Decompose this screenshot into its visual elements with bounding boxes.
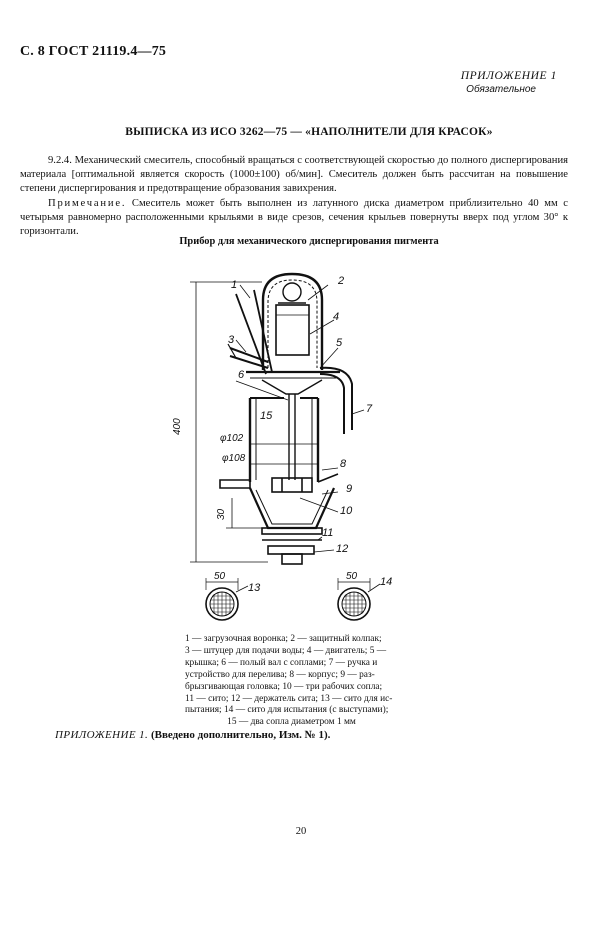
- dim-d102: φ102: [220, 433, 244, 444]
- figure-title: Прибор для механического диспергирования пигмента: [179, 236, 439, 247]
- motor-ring-shape: [283, 283, 301, 301]
- spray-head-shape: [272, 478, 312, 492]
- motor-shape: [276, 305, 309, 355]
- legend-line: устройство для перелива; 8 — корпус; 9 — раз-: [185, 669, 375, 680]
- legend-line: пытания; 14 — сито для испытания (с выступами);: [185, 705, 389, 716]
- note-text: Смеситель может быть выполнен из латунного диска диаметром приблизительно 40 мм с четырьмя равномерно расположенными крыльями в виде срезов, сечения крыльев повернуты вверх под углом 30° к горизонтали.: [20, 198, 568, 238]
- label-8: 8: [340, 458, 347, 470]
- appendix-title: ПРИЛОЖЕНИЕ 1: [460, 70, 557, 82]
- appendix-note-label: ПРИЛОЖЕНИЕ 1.: [55, 729, 149, 741]
- test-sieve-14-shape: [338, 578, 380, 620]
- legend-line: 3 — штуцер для подачи воды; 4 — двигатель; 5 —: [185, 645, 387, 656]
- dim-sieve13: 50: [214, 571, 226, 582]
- loading-funnel-shape: [236, 290, 272, 374]
- dim-30: 30: [216, 508, 227, 520]
- label-15: 15: [260, 410, 273, 422]
- label-2: 2: [338, 275, 345, 287]
- legend-line: 11 — сито; 12 — держатель сита; 13 — сито для ис-: [185, 693, 393, 704]
- legend-line: крышка; 6 — полый вал с соплами; 7 — ручка и: [185, 657, 378, 668]
- page-number: 20: [295, 826, 307, 837]
- appendix-note: [55, 729, 330, 741]
- note-paragraph: [20, 197, 568, 240]
- body-shape: [250, 398, 318, 482]
- label-3: 3: [228, 334, 235, 346]
- section-title: ВЫПИСКА ИЗ ИСО 3262—75 — «НАПОЛНИТЕЛИ ДЛЯ КРАСОК»: [125, 126, 493, 138]
- label-9: 9: [346, 483, 353, 495]
- note-label: Примечание.: [48, 198, 127, 209]
- label-5: 5: [336, 337, 343, 349]
- dim-sieve14: 50: [346, 571, 358, 582]
- label-12: 12: [336, 543, 349, 555]
- cone-shape: [250, 488, 334, 528]
- paragraph-9-2-4: 9.2.4. Механический смеситель, способный вращаться с соответствующей скоростью до полного диспергирования материала [оптимальной является скорость (1000±100) об/мин]. Смеситель должен быть рассчитан на повышение степени диспергирования и предотвращение образования завихрения.: [20, 155, 568, 195]
- overflow-handle-shape: [320, 368, 352, 434]
- label-14: 14: [380, 576, 393, 588]
- protective-cap-shape: [263, 274, 322, 370]
- dim-d108: φ108: [222, 453, 246, 464]
- label-1: 1: [231, 279, 238, 291]
- water-fitting-shape: [230, 348, 268, 368]
- figure-legend: [185, 634, 398, 729]
- sieve-holder-shape: [268, 546, 314, 554]
- label-11: 11: [322, 527, 334, 539]
- label-4: 4: [333, 311, 340, 323]
- dim-height: 400: [172, 418, 183, 435]
- label-13: 13: [248, 582, 261, 594]
- legend-line: 1 — загрузочная воронка; 2 — защитный колпак;: [185, 634, 382, 644]
- label-7: 7: [366, 403, 373, 415]
- page-header: С. 8 ГОСТ 21119.4—75: [20, 44, 167, 59]
- test-sieve-13-shape: [206, 578, 248, 620]
- appendix-status: Обязательное: [466, 84, 536, 95]
- legend-line: брызгивающая головка; 10 — три рабочих сопла;: [185, 681, 383, 692]
- label-10: 10: [340, 505, 353, 517]
- label-6: 6: [238, 369, 245, 381]
- legend-line: 15 — два сопла диаметром 1 мм: [227, 717, 356, 728]
- sieve-shape: [262, 528, 322, 534]
- appendix-note-text: (Введено дополнительно, Изм. № 1).: [148, 729, 331, 741]
